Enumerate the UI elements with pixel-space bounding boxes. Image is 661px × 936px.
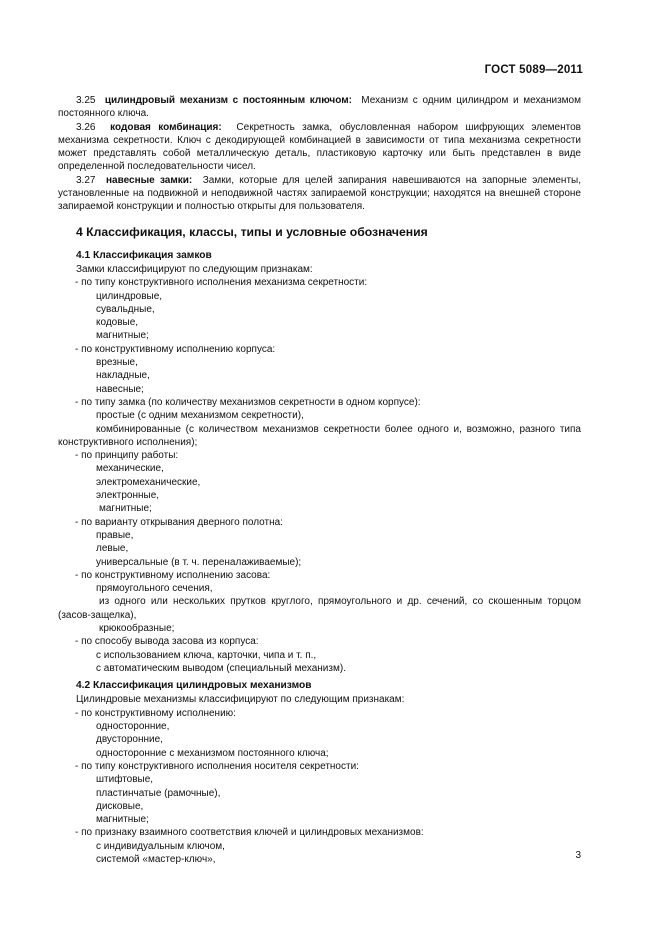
- criterion-door-opening: - по варианту открывания дверного полотна:: [75, 516, 283, 528]
- list-item: навесные;: [96, 383, 144, 395]
- list-item: кодовые,: [96, 317, 139, 329]
- list-item: односторонние,: [96, 721, 170, 733]
- section-4-heading: 4 Классификация, классы, типы и условные обозначения: [76, 224, 428, 239]
- list-item: правые,: [96, 529, 134, 541]
- list-item: с индивидуальным ключом,: [96, 840, 225, 852]
- criterion-key-correspondence: - по признаку взаимного соответствия ключей и цилиндровых механизмов:: [75, 827, 424, 839]
- list-item: системой «мастер-ключ»,: [96, 854, 216, 866]
- criterion-lock-type: - по типу замка (по количеству механизмов секретности в одном корпусе):: [75, 396, 421, 408]
- paragraph-3-27: 3.27 навесные замки: Замки, которые для целей запирания навешиваются на запорные элементы, установленные на подвижной и неподвижной частях запираемой конструкции; находятся на внешней стороне запираемой конструкции и полностью открыты для пользователя.: [58, 174, 582, 213]
- list-item: электромеханические,: [96, 476, 201, 488]
- criterion-construction: - по конструктивному исполнению:: [75, 707, 236, 719]
- list-item: магнитные;: [96, 814, 149, 826]
- list-item: накладные,: [96, 370, 150, 382]
- criterion-operating-principle: - по принципу работы:: [75, 450, 179, 462]
- list-item: с использованием ключа, карточки, чипа и т. п.,: [96, 649, 317, 661]
- list-item: крюкообразные;: [99, 622, 175, 634]
- list-item: магнитные;: [96, 330, 149, 342]
- paragraph-3-26: 3.26 кодовая комбинация: Секретность замка, обусловленная набором шифрующих элементов механизма секретности. Ключ с декодирующей комбинацией в зависимости от типа механизма секретности может представлять собой металлическую деталь, пластиковую карточку или быть представлен в виде определенной последовательности чисел.: [58, 121, 581, 173]
- list-item: дисковые,: [96, 800, 144, 812]
- list-item: цилиндровые,: [96, 290, 163, 302]
- list-item: комбинированные (с количеством механизмов секретности более одного и, возможно, разного типа конструктивного исполнения);: [58, 423, 581, 448]
- list-item: магнитные;: [99, 503, 152, 515]
- list-item: левые,: [96, 543, 129, 555]
- list-item: двусторонние,: [96, 734, 163, 746]
- subsection-4-1-intro: Замки классифицируют по следующим признакам:: [76, 263, 313, 275]
- criterion-mechanism-type: - по типу конструктивного исполнения механизма секретности:: [75, 277, 368, 289]
- list-item: электронные,: [96, 490, 160, 502]
- document-code: ГОСТ 5089—2011: [484, 64, 583, 76]
- list-item: односторонние с механизмом постоянного ключа;: [96, 747, 329, 759]
- criterion-bolt-design: - по конструктивному исполнению засова:: [75, 569, 271, 581]
- criterion-housing: - по конструктивному исполнению корпуса:: [75, 343, 276, 355]
- page-number: 3: [575, 850, 581, 861]
- list-item: универсальные (в т. ч. переналаживаемые);: [96, 556, 302, 568]
- subsection-4-2-heading: 4.2 Классификация цилиндровых механизмов: [76, 680, 312, 692]
- list-item: с автоматическим выводом (специальный механизм).: [96, 662, 346, 674]
- list-item: пластинчатые (рамочные),: [96, 787, 221, 799]
- list-item: простые (с одним механизмом секретности),: [96, 410, 304, 422]
- list-item: штифтовые,: [96, 774, 154, 786]
- list-item: механические,: [96, 463, 164, 475]
- subsection-4-2-intro: Цилиндровые механизмы классифицируют по следующим признакам:: [76, 694, 405, 706]
- criterion-bolt-output: - по способу вывода засова из корпуса:: [75, 636, 259, 648]
- criterion-secret-carrier: - по типу конструктивного исполнения носителя секретности:: [75, 760, 359, 772]
- list-item: сувальдные,: [96, 303, 155, 315]
- list-item: из одного или нескольких прутков круглого, прямоугольного и др. сечений, со скошенным торцом (засов-защелка),: [58, 596, 581, 621]
- list-item: врезные,: [96, 357, 138, 369]
- subsection-4-1-heading: 4.1 Классификация замков: [76, 249, 212, 261]
- list-item: прямоугольного сечения,: [96, 583, 213, 595]
- page-body: [58, 94, 581, 866]
- paragraph-3-25: 3.25 цилиндровый механизм с постоянным ключом: Механизм с одним цилиндром и механизмом постоянного ключа.: [58, 95, 581, 120]
